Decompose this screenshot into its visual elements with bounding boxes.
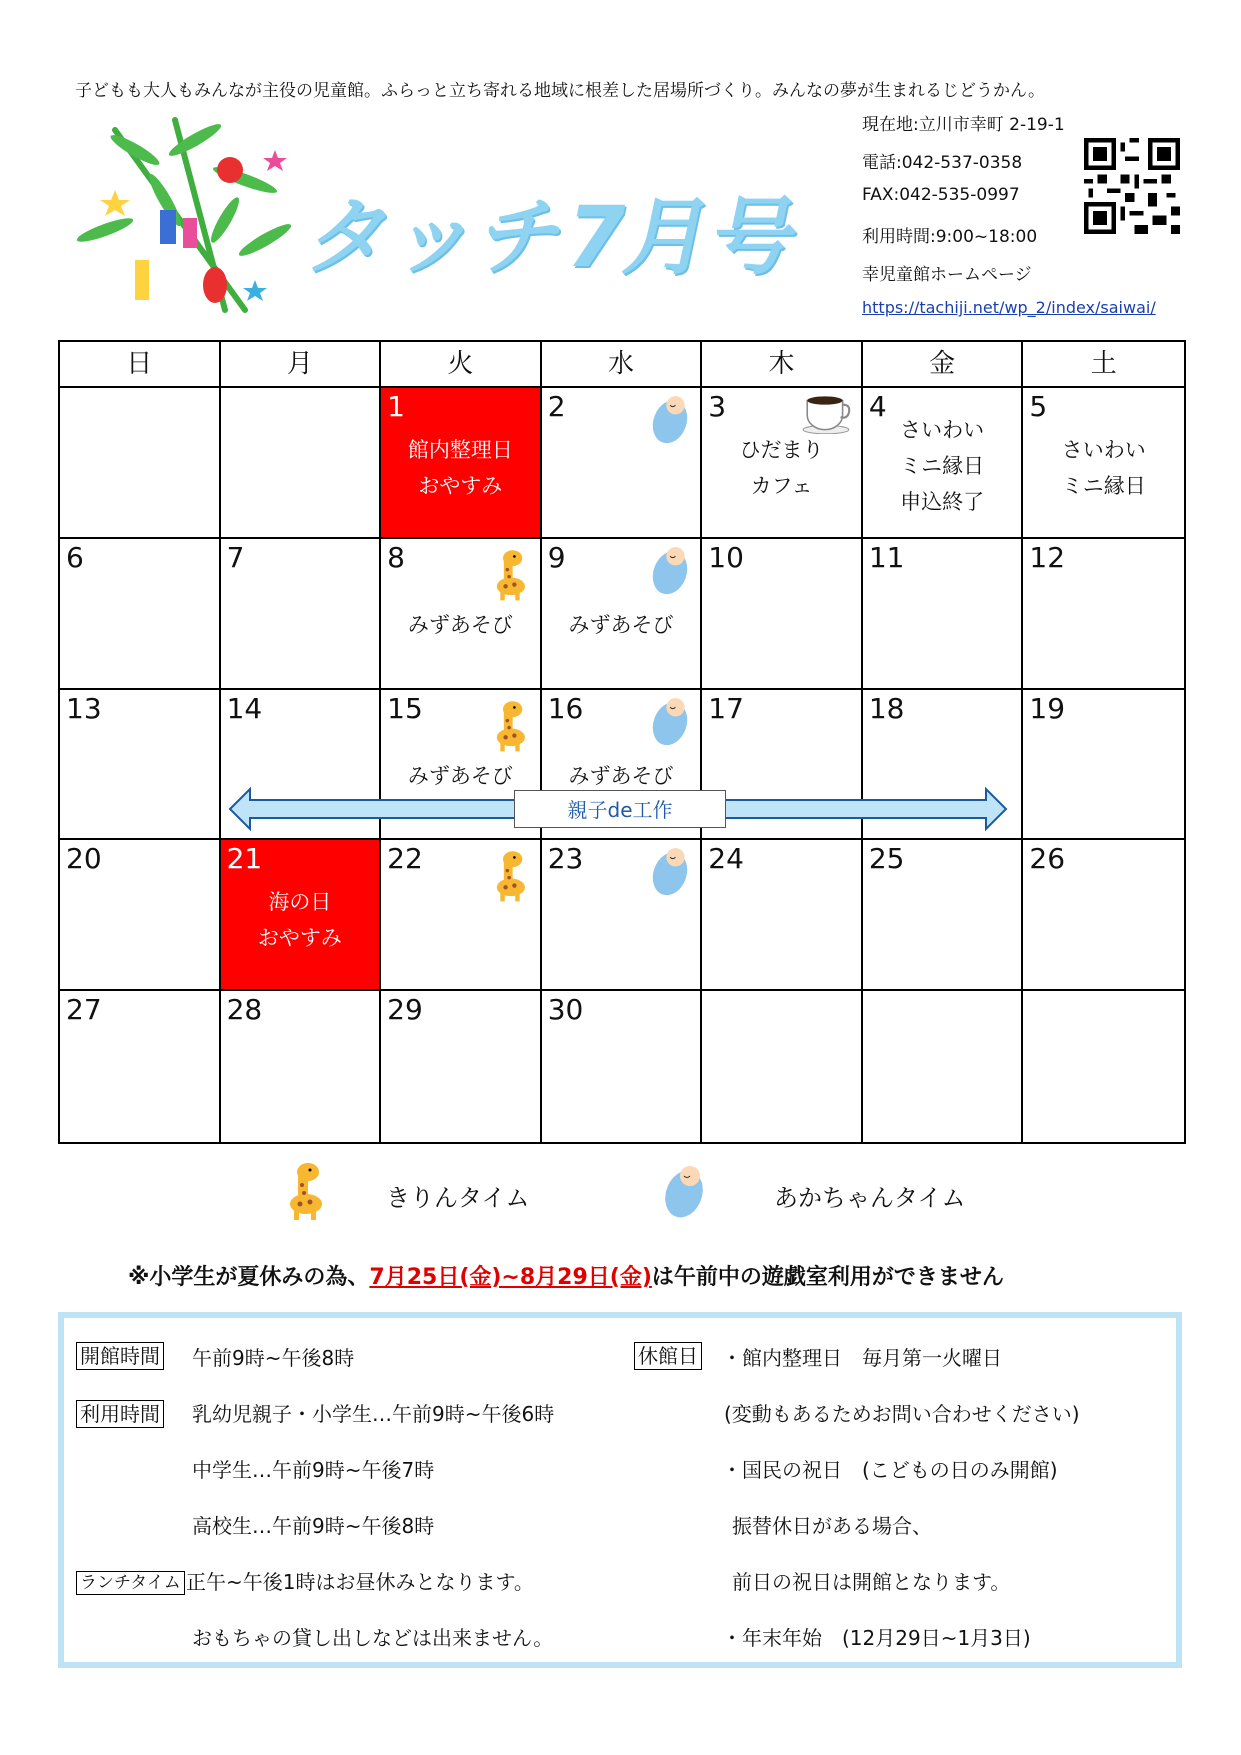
day-number: 27: [66, 993, 102, 1027]
day-number: 24: [708, 842, 744, 876]
closed-line-2: (変動もあるためお問い合わせください): [724, 1402, 1080, 1426]
address: 現在地:立川市幸町 2-19-1: [862, 115, 1065, 135]
homepage-label: 幸児童館ホームページ: [862, 265, 1032, 285]
weekday-header: 日: [60, 342, 221, 388]
closed-line-4: 振替休日がある場合、: [732, 1514, 932, 1538]
day-number: 17: [708, 691, 744, 725]
weekday-header: 木: [702, 342, 863, 388]
usage-line-1: 乳幼児親子・小学生…午前9時~午後6時: [192, 1402, 555, 1426]
calendar-day-cell: [60, 991, 221, 1142]
baby-icon: [648, 543, 692, 601]
day-event: みずあそび: [568, 612, 674, 637]
closed-line-1: ・館内整理日 毎月第一火曜日: [722, 1346, 1002, 1370]
weekday-header: 月: [221, 342, 382, 388]
coffee-cup-icon: [801, 392, 853, 438]
day-event: 海の日: [268, 890, 332, 915]
giraffe-icon: [488, 844, 532, 910]
usage-line-3: 高校生…午前9時~午後8時: [192, 1514, 435, 1538]
calendar-day-cell: [1023, 840, 1184, 991]
day-number: 11: [868, 540, 905, 574]
day-number: 5: [1029, 390, 1048, 423]
day-number: 6: [66, 540, 84, 574]
closed-line-3: ・国民の祝日 (こどもの日のみ開館): [722, 1458, 1058, 1482]
day-number: 22: [387, 842, 423, 876]
notice-suffix: は午前中の遊戯室利用ができません: [651, 1265, 1004, 1290]
calendar-day-cell: [221, 840, 382, 991]
fax: FAX:042-535-0997: [862, 185, 1020, 205]
day-number: 29: [387, 993, 423, 1027]
closed-line-6: ・年末年始 (12月29日~1月3日): [722, 1626, 1031, 1650]
day-event: 館内整理日: [407, 438, 513, 462]
calendar-day-cell: [863, 840, 1024, 991]
calendar-day-cell: [381, 991, 542, 1142]
giraffe-icon: [488, 694, 532, 760]
day-event: みずあそび: [407, 763, 513, 788]
baby-icon: [648, 392, 692, 450]
open-hours-value: 午前9時~午後8時: [192, 1346, 355, 1370]
day-event: ミニ縁日: [1061, 474, 1146, 498]
day-number: 8: [387, 540, 405, 574]
tanabata-bamboo-illustration: [75, 110, 305, 325]
day-event: 申込終了: [900, 490, 985, 514]
day-number: 16: [547, 691, 584, 725]
day-number: 21: [226, 842, 263, 876]
day-number: 14: [226, 691, 263, 725]
calendar-day-cell: [542, 539, 703, 690]
day-number: 15: [387, 691, 423, 725]
weekday-header: 金: [863, 342, 1024, 388]
info-box: [58, 1312, 1182, 1668]
day-event: さいわい: [900, 418, 985, 442]
day-event: みずあそび: [407, 612, 513, 637]
day-number: 26: [1029, 842, 1066, 876]
day-event: おやすみ: [418, 474, 503, 498]
calendar-day-cell: [1023, 690, 1184, 841]
day-number: 10: [708, 540, 744, 574]
baby-icon: [648, 844, 692, 902]
lunch-line-2: おもちゃの貸し出しなどは出来ません。: [192, 1626, 554, 1650]
calendar-day-cell: [702, 539, 863, 690]
newsletter-title: タッチ7月号: [298, 188, 810, 286]
weekday-header: 水: [542, 342, 703, 388]
calendar-day-cell: [702, 388, 863, 539]
baby-icon: [660, 1162, 708, 1220]
calendar-day-cell: [60, 539, 221, 690]
calendar-day-cell: [702, 840, 863, 991]
calendar-day-cell: [381, 840, 542, 991]
open-hours-tag: 開館時間: [76, 1342, 164, 1370]
day-number: 28: [226, 993, 263, 1027]
day-number: 25: [868, 842, 905, 876]
lunch-tag: ランチタイム: [76, 1571, 185, 1595]
summer-notice: [128, 1260, 1004, 1291]
calendar-day-cell: [221, 539, 382, 690]
calendar-day-cell: [60, 840, 221, 991]
calendar-day-cell: [1023, 991, 1184, 1142]
notice-highlight: 7月25日(金)~8月29日(金): [369, 1265, 652, 1290]
day-event: みずあそび: [568, 763, 674, 788]
day-event: カフェ: [750, 474, 813, 498]
weekday-header: 土: [1023, 342, 1184, 388]
opening-hours: 利用時間:9:00~18:00: [862, 227, 1038, 247]
legend-giraffe-label: きりんタイム: [386, 1184, 530, 1212]
qr-code-icon[interactable]: [1084, 138, 1180, 234]
calendar-day-cell: [542, 991, 703, 1142]
calendar-grid: [58, 340, 1186, 1144]
calendar-day-cell: [863, 991, 1024, 1142]
day-number: 7: [226, 540, 245, 574]
day-number: 19: [1029, 691, 1066, 725]
day-number: 23: [547, 842, 584, 876]
calendar-day-cell: [542, 388, 703, 539]
homepage-link[interactable]: https://tachiji.net/wp_2/index/saiwai/: [862, 298, 1156, 317]
phone: 電話:042-537-0358: [862, 153, 1023, 173]
calendar-day-cell: [1023, 388, 1184, 539]
usage-hours-tag: 利用時間: [76, 1400, 164, 1428]
closed-days-tag: 休館日: [634, 1342, 702, 1370]
day-number: 30: [547, 993, 584, 1027]
calendar-day-cell: [542, 840, 703, 991]
day-number: 9: [547, 540, 566, 574]
day-number: 3: [708, 390, 727, 423]
calendar-day-cell: [221, 991, 382, 1142]
closed-line-5: 前日の祝日は開館となります。: [732, 1570, 1011, 1594]
giraffe-icon: [280, 1160, 330, 1220]
calendar-day-cell: [221, 388, 382, 539]
calendar-day-cell: [1023, 539, 1184, 690]
day-event: ひだまり: [739, 438, 824, 462]
calendar-day-cell: [60, 690, 221, 841]
day-number: 12: [1029, 540, 1066, 574]
span-event-label: 親子de工作: [514, 790, 726, 828]
calendar-day-cell: [381, 388, 542, 539]
tagline: 子どもも大人もみんなが主役の児童館。ふらっと立ち寄れる地域に根差した居場所づくり。みんなの夢が生まれるじどうかん。: [75, 81, 1046, 101]
calendar-day-cell: [381, 539, 542, 690]
calendar-day-cell: [863, 539, 1024, 690]
calendar-day-cell: [863, 388, 1024, 539]
day-number: 20: [66, 842, 102, 876]
weekday-header: 火: [381, 342, 542, 388]
day-number: 18: [868, 691, 905, 725]
baby-icon: [648, 694, 692, 752]
day-number: 1: [387, 390, 405, 423]
day-number: 13: [66, 691, 102, 725]
day-event: ミニ縁日: [900, 454, 985, 478]
day-number: 4: [868, 390, 887, 423]
day-event: さいわい: [1061, 438, 1146, 462]
legend-baby-label: あかちゃんタイム: [774, 1184, 966, 1212]
calendar-day-cell: [60, 388, 221, 539]
usage-line-2: 中学生…午前9時~午後7時: [192, 1458, 435, 1482]
giraffe-icon: [488, 543, 532, 609]
day-event: おやすみ: [257, 926, 342, 951]
notice-prefix: ※小学生が夏休みの為、: [128, 1265, 370, 1290]
lunch-line-1: 正午~午後1時はお昼休みとなります。: [186, 1570, 534, 1594]
calendar-day-cell: [702, 991, 863, 1142]
day-number: 2: [547, 390, 566, 423]
